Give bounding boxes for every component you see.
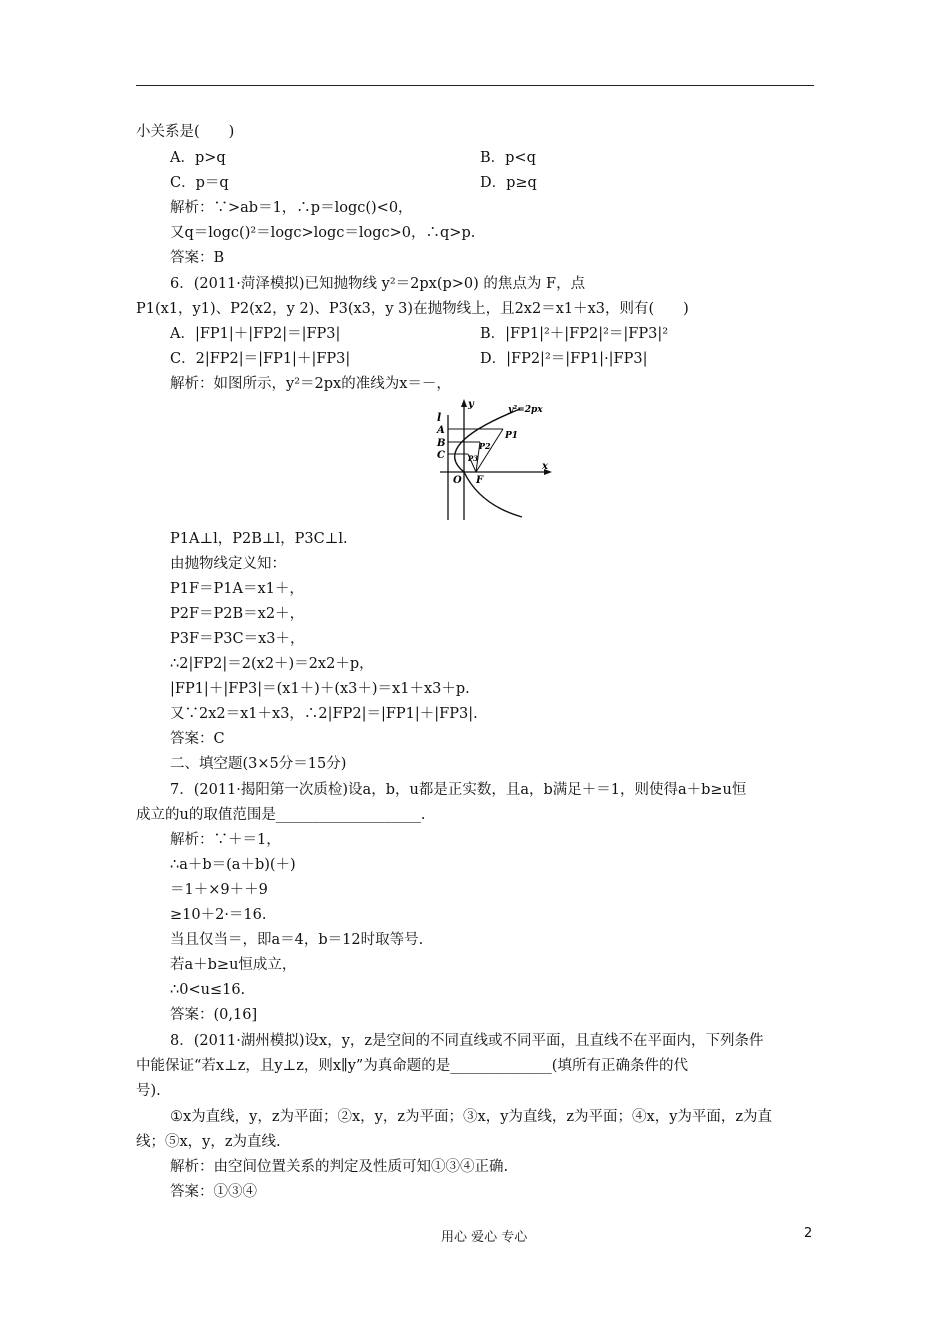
- text-line: P1F＝P1A＝x1＋，: [170, 581, 304, 597]
- label-y: y: [468, 399, 474, 410]
- text-line: 答案：①③④: [170, 1184, 257, 1200]
- text-line: 二、填空题(3×5分＝15分): [170, 756, 347, 772]
- text-line: P2F＝P2B＝x2＋，: [170, 606, 305, 622]
- text-line: A．|FP1|＋|FP2|＝|FP3|: [170, 326, 341, 342]
- text-line: P1A⊥l，P2B⊥l，P3C⊥l.: [170, 531, 348, 547]
- text-line: 又q＝logc()²＝logc>logc＝logc>0，∴q>p.: [170, 225, 476, 241]
- text-line: 解析：如图所示，y²＝2px的准线为x＝－，: [170, 376, 451, 392]
- text-line: 8．(2011·湖州模拟)设x，y，z是空间的不同直线或不同平面，且直线不在平面内，下列条件: [170, 1033, 764, 1049]
- text-line: C．2|FP2|＝|FP1|＋|FP3|: [170, 351, 351, 367]
- label-l: l: [437, 411, 442, 424]
- text-line: 又∵2x2＝x1＋x3，∴2|FP2|＝|FP1|＋|FP3|.: [170, 706, 478, 722]
- text-line: B．p<q: [480, 150, 536, 166]
- text-line: P3F＝P3C＝x3＋，: [170, 631, 305, 647]
- label-eq: y²=2px: [508, 405, 543, 415]
- text-line: ∴2|FP2|＝2(x2＋)＝2x2＋p，: [170, 656, 374, 672]
- label-F: F: [476, 475, 484, 486]
- text-line: 解析：由空间位置关系的判定及性质可知①③④正确.: [170, 1159, 509, 1175]
- label-x: x: [542, 461, 548, 472]
- label-B: B: [437, 438, 446, 449]
- text-line: B．|FP1|²＋|FP2|²＝|FP3|²: [480, 326, 669, 342]
- label-P1: P1: [505, 431, 519, 441]
- text-line: 6．(2011·菏泽模拟)已知抛物线 y²＝2px(p>0) 的焦点为 F，点: [170, 276, 586, 292]
- text-line: D．p≥q: [480, 175, 537, 191]
- text-line: |FP1|＋|FP3|＝(x1＋)＋(x3＋)＝x1＋x3＋p.: [170, 681, 470, 697]
- label-A: A: [437, 425, 445, 436]
- text-line: A．p>q: [170, 150, 226, 166]
- label-P2: P2: [479, 441, 491, 451]
- text-line: 当且仅当＝，即a＝4，b＝12时取等号.: [170, 932, 424, 948]
- text-line: D．|FP2|²＝|FP1|·|FP3|: [480, 351, 648, 367]
- text-line: 线；⑤x，y，z为直线.: [136, 1134, 281, 1150]
- text-line: 7．(2011·揭阳第一次质检)设a，b，u都是正实数，且a，b满足＋＝1，则使得a＋b≥u恒: [170, 782, 747, 798]
- label-O: O: [453, 475, 462, 486]
- text-line: 号).: [136, 1083, 161, 1099]
- label-C: C: [437, 450, 445, 461]
- parabola-figure: [420, 395, 560, 525]
- text-line: 由抛物线定义知：: [170, 556, 286, 572]
- text-line: 中能保证“若x⊥z，且y⊥z，则x∥y”为真命题的是______________(填所有正确条件的代: [136, 1058, 688, 1074]
- text-line: ≥10＋2·＝16.: [170, 907, 267, 923]
- footer-center: 用心 爱心 专心: [441, 1230, 528, 1245]
- text-line: ①x为直线，y，z为平面；②x，y，z为平面；③x，y为直线，z为平面；④x，y为平面，z为直: [170, 1109, 773, 1125]
- text-line: 答案：C: [170, 731, 225, 747]
- text-line: P1(x1，y1)、P2(x2，y 2)、P3(x3，y 3)在抛物线上，且2x2＝x1＋x3，则有( ): [136, 301, 689, 317]
- text-line: 解析：∵＋＝1，: [170, 832, 281, 848]
- text-line: 小关系是( ): [136, 124, 235, 140]
- text-line: C．p＝q: [170, 175, 229, 191]
- header-rule: [136, 85, 814, 86]
- text-line: 成立的u的取值范围是____________________.: [136, 807, 426, 823]
- page-number: 2: [804, 1226, 813, 1241]
- text-line: 解析：∵>ab＝1，∴p＝logc()<0，: [170, 200, 413, 216]
- text-line: 若a＋b≥u恒成立，: [170, 957, 297, 973]
- label-P3: P3: [468, 454, 479, 463]
- text-line: 答案：B: [170, 250, 225, 266]
- text-line: ＝1＋×9＋＋9: [170, 882, 268, 898]
- text-line: 答案：(0,16]: [170, 1007, 258, 1023]
- text-line: ∴a＋b＝(a＋b)(＋): [170, 857, 296, 873]
- text-line: ∴0<u≤16.: [170, 982, 246, 998]
